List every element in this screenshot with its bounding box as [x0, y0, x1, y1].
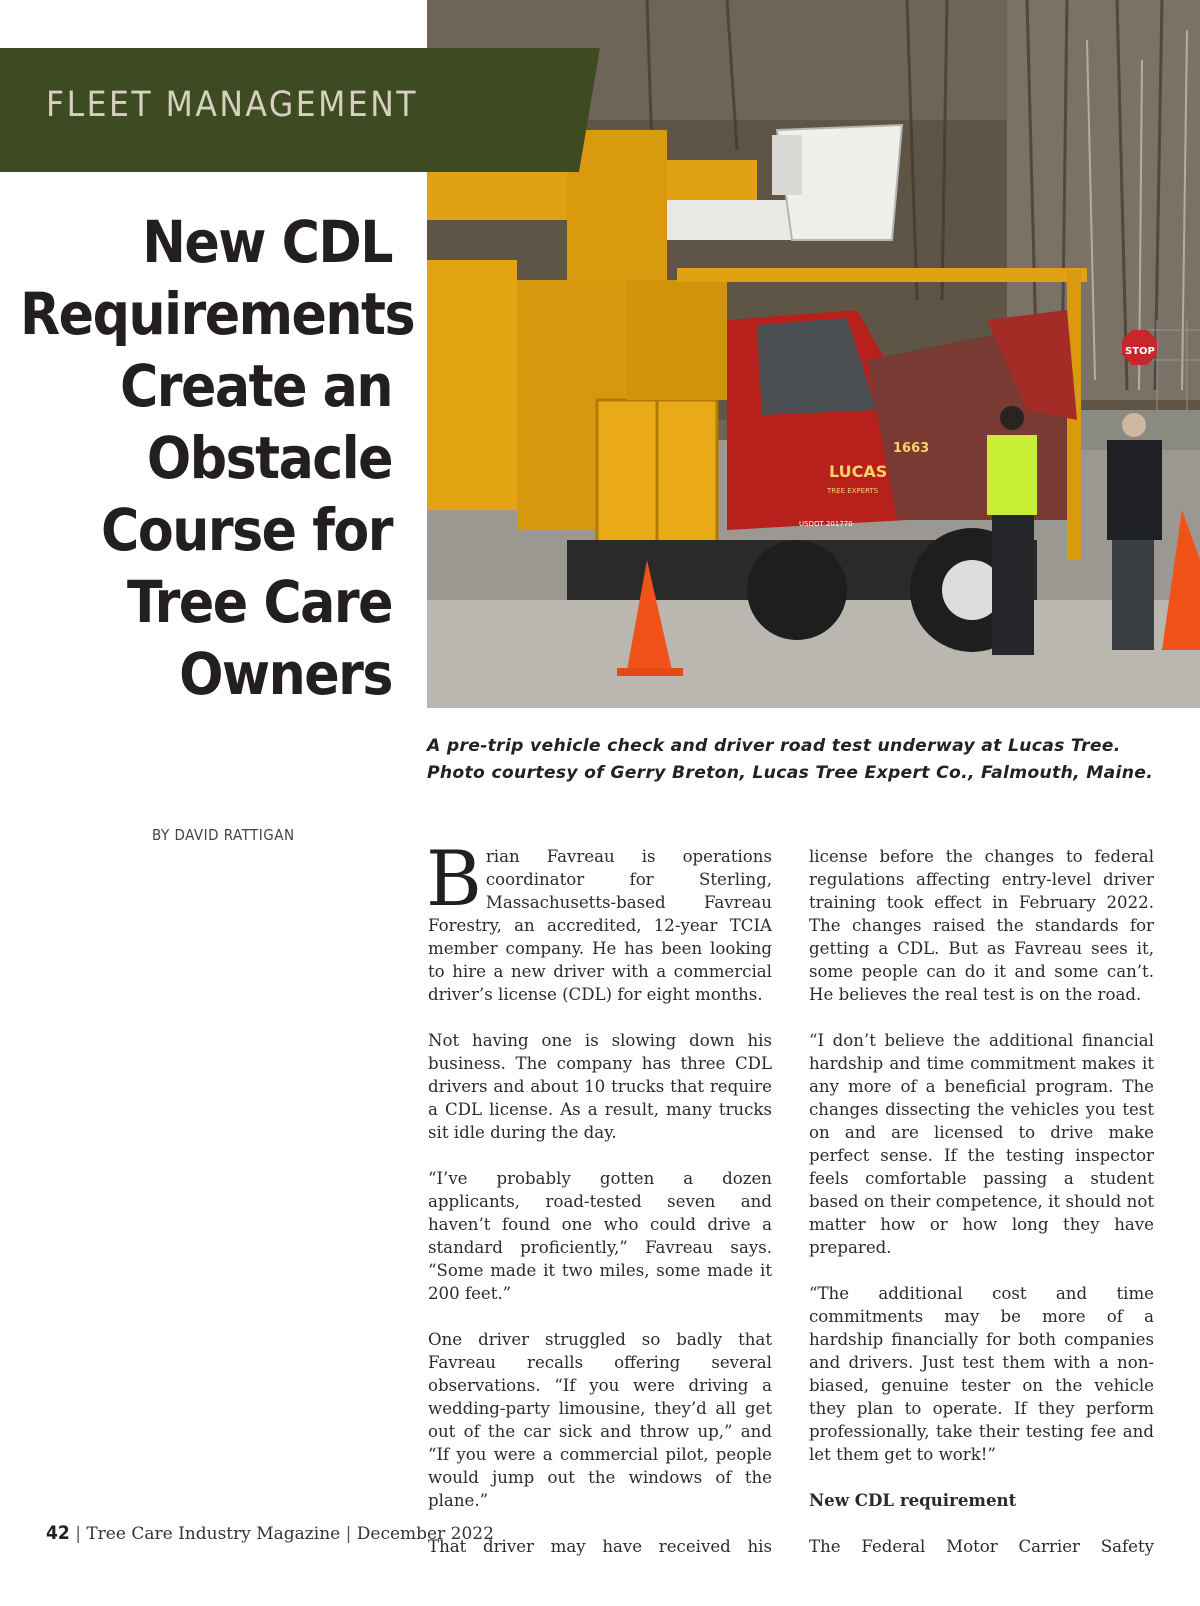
article-paragraph: Not having one is slowing down his business. The company has three CDL drivers and about 10 trucks that require a CDL license. As a result, many trucks sit idle during the day. — [428, 1031, 772, 1142]
photo-caption: A pre-trip vehicle check and driver road test underway at Lucas Tree. Photo courtesy of Gerry Breton, Lucas Tree Expert Co., Falmouth, Maine. — [427, 736, 1154, 783]
article-paragraph: “The additional cost and time commitments may be more of a hardship financially for both companies and drivers. Just test them with a non-biased, genuine tester on the vehicle they plan to operate. If they perform professionally, take their testing fee and let them get to work!” — [809, 1284, 1154, 1464]
article-paragraph: “I don’t believe the additional financial hardship and time commitment makes it any more of a beneficial program. The changes dissecting the vehicles you test on and are licensed to drive make perfect sense. If the testing inspector feels comfortable passing a student based on their competence, it should not matter how or how long they have prepared. — [809, 1031, 1154, 1257]
page-footer — [46, 1522, 494, 1544]
magazine-name: Tree Care Industry Magazine — [86, 1524, 341, 1544]
truck-brand-text: LUCAS — [829, 462, 888, 481]
truck-brand-subtext: TREE EXPERTS — [827, 487, 879, 495]
footer-separator: | — [75, 1524, 81, 1544]
article-paragraph: That driver may have received his — [428, 1537, 772, 1556]
page-number: 42 — [46, 1522, 70, 1544]
headline-line: Create an — [120, 352, 392, 420]
headline-line: Course for — [101, 496, 392, 564]
issue-date: December 2022 — [356, 1524, 494, 1544]
stop-sign-text: STOP — [1125, 346, 1155, 357]
article-paragraph: license before the changes to federal regulations affecting entry-level driver training took effect in February 2022. The changes raised the standards for getting a CDL. But as Favreau sees it, some people can do it and some can’t. He believes the real test is on the road. — [809, 847, 1154, 1004]
footer-separator: | — [345, 1524, 352, 1544]
truck-number-text: 1663 — [893, 441, 930, 456]
article-paragraph: The Federal Motor Carrier Safety — [809, 1537, 1154, 1556]
section-subhead: New CDL requirement — [809, 1490, 1017, 1510]
headline-line: Requirements — [20, 280, 415, 348]
headline-line: Obstacle — [146, 424, 392, 492]
headline-line: Tree Care — [126, 568, 392, 636]
article-headline — [20, 206, 415, 710]
article-column-2 — [809, 845, 1154, 1581]
headline-line: Owners — [179, 640, 392, 708]
article-column-1 — [426, 834, 772, 1581]
article-paragraph — [426, 834, 772, 1006]
paragraph-text: rian Favreau is operations coordinator for Sterling, Massachusetts-based Favreau Forestry, an accredited, 12-year TCIA member company. He has been looking to hire a new driver with a commercial driver’s license (CDL) for eight months. — [428, 847, 772, 1004]
drop-cap: B — [426, 834, 482, 923]
usdot-text: USDOT 201770 — [799, 520, 853, 528]
article-paragraph: “I’ve probably gotten a dozen applicants, road-tested seven and haven’t found one who could drive a standard proficiently,” Favreau says. “Some made it two miles, some made it 200 feet.” — [428, 1169, 772, 1303]
headline-line: New CDL — [142, 208, 392, 276]
section-label: FLEET MANAGEMENT — [46, 85, 418, 125]
article-paragraph: One driver struggled so badly that Favreau recalls offering several observations. “If you were driving a wedding-party limousine, they’d all get out of the car sick and throw up,” and “If you were a commercial pilot, people would jump out the windows of the plane.” — [428, 1330, 772, 1510]
byline: BY DAVID RATTIGAN — [152, 826, 295, 844]
